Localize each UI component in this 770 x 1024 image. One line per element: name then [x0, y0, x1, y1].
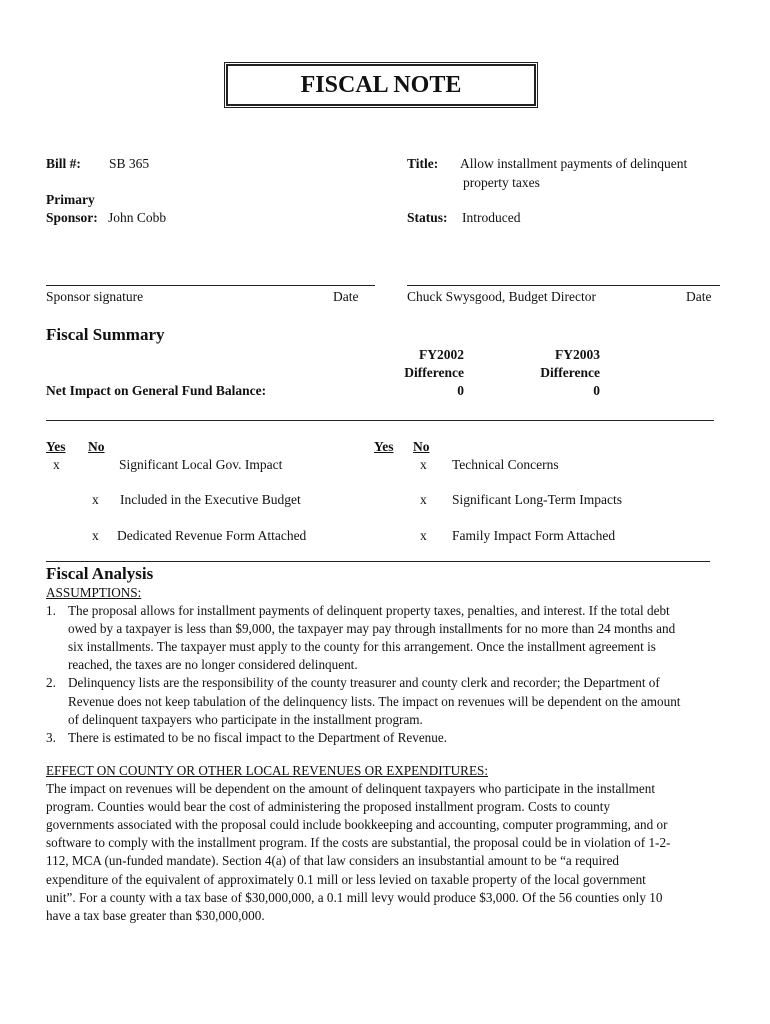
sponsor-label: Sponsor: — [46, 210, 98, 225]
title-value-line1: Allow installment payments of delinquent — [460, 156, 688, 171]
left-no-header: No — [88, 439, 105, 454]
fy2003-header — [515, 346, 600, 400]
right-row1-no-mark: x — [420, 457, 427, 472]
sponsor-name: John Cobb — [108, 210, 167, 225]
net-impact-label: Net Impact on General Fund Balance: — [46, 383, 267, 398]
checklist-divider — [46, 561, 710, 562]
assumption-number: 3. — [46, 729, 56, 745]
assumption-text: Delinquency lists are the responsibility of the county treasurer and county clerk and recorder; the Department of Revenue does not keep tabulation of the delinquency lists. The impact on revenues will be dependent on the amount of delinquent taxpayers who participate in the installment program. — [68, 675, 681, 727]
assumptions-list — [46, 602, 686, 747]
assumption-item — [46, 729, 686, 747]
effect-heading: EFFECT ON COUNTY OR OTHER LOCAL REVENUES OR EXPENDITURES: — [46, 763, 489, 778]
left-row2-label: Included in the Executive Budget — [120, 492, 301, 507]
assumption-text: The proposal allows for installment payments of delinquent property taxes, penalties, and interest. If the total debt owed by a taxpayer is less than $9,000, the taxpayer may pay through installments for no more than 24 months and six installments. The taxpayer must apply to the county for this arrangement. Once the installment agreement is reached, the taxes are no longer considered delinquent. — [68, 603, 676, 673]
sponsor-signature-line — [46, 285, 375, 286]
assumption-item — [46, 674, 686, 728]
director-signature-line — [407, 285, 720, 286]
fy2003-value: 0 — [593, 383, 600, 398]
left-row3-label: Dedicated Revenue Form Attached — [117, 528, 307, 543]
assumption-item — [46, 602, 686, 674]
director-signature-label: Chuck Swysgood, Budget Director — [407, 289, 596, 304]
right-yes-header: Yes — [374, 439, 394, 454]
sponsor-signature-label: Sponsor signature — [46, 289, 144, 304]
assumption-number: 1. — [46, 603, 56, 619]
bill-label: Bill #: — [46, 156, 81, 171]
fiscal-analysis-heading: Fiscal Analysis — [46, 564, 154, 583]
fy2002-diff-label: Difference — [404, 365, 464, 380]
assumptions-heading: ASSUMPTIONS: — [46, 585, 142, 600]
director-date-label: Date — [686, 289, 712, 304]
effect-section — [46, 762, 671, 925]
left-row1-label: Significant Local Gov. Impact — [119, 457, 283, 472]
right-row2-label: Significant Long-Term Impacts — [452, 492, 623, 507]
right-no-header: No — [413, 439, 430, 454]
assumption-number: 2. — [46, 675, 56, 691]
assumption-text: There is estimated to be no fiscal impact to the Department of Revenue. — [68, 729, 448, 745]
status-value: Introduced — [462, 210, 521, 225]
left-row2-no-mark: x — [92, 492, 99, 507]
right-row3-label: Family Impact Form Attached — [452, 528, 616, 543]
left-row1-yes-mark: x — [53, 457, 60, 472]
fy2002-header — [380, 346, 464, 400]
left-yes-header: Yes — [46, 439, 66, 454]
sponsor-date-label: Date — [333, 289, 359, 304]
effect-text: The impact on revenues will be dependent on the amount of delinquent taxpayers who participate in the installment program. Counties would bear the cost of administering the proposed installment program. Costs to county governments associated with the proposal could include bookkeeping and accounting, computer programming, and or software to comply with the installment program. If the costs are substantial, the proposal could be in violation of 1-2-112, MCA (un-funded mandate). Section 4(a) of that law considers an insubstantial amount to be “a required expenditure of the equivalent of approximately 0.1 mill or less levied on taxable property of the local government unit”. For a county with a tax base of $30,000,000, a 0.1 mill levy would produce $3,000. Of the 56 counties only 10 have a tax base greater than $30,000,000. — [46, 781, 671, 923]
primary-label: Primary — [46, 192, 95, 207]
fy2002-year: FY2002 — [419, 347, 464, 362]
right-row2-no-mark: x — [420, 492, 427, 507]
assumptions-section — [46, 584, 686, 747]
bill-number: SB 365 — [109, 156, 150, 171]
summary-divider — [46, 420, 714, 421]
document-title: FISCAL NOTE — [226, 64, 536, 106]
fiscal-summary-heading: Fiscal Summary — [46, 325, 165, 344]
title-label: Title: — [407, 156, 439, 171]
fy2003-diff-label: Difference — [540, 365, 600, 380]
fy2002-value: 0 — [457, 383, 464, 398]
title-value-line2: property taxes — [463, 175, 540, 190]
right-row3-no-mark: x — [420, 528, 427, 543]
left-row3-no-mark: x — [92, 528, 99, 543]
fy2003-year: FY2003 — [555, 347, 600, 362]
right-row1-label: Technical Concerns — [452, 457, 559, 472]
status-label: Status: — [407, 210, 448, 225]
